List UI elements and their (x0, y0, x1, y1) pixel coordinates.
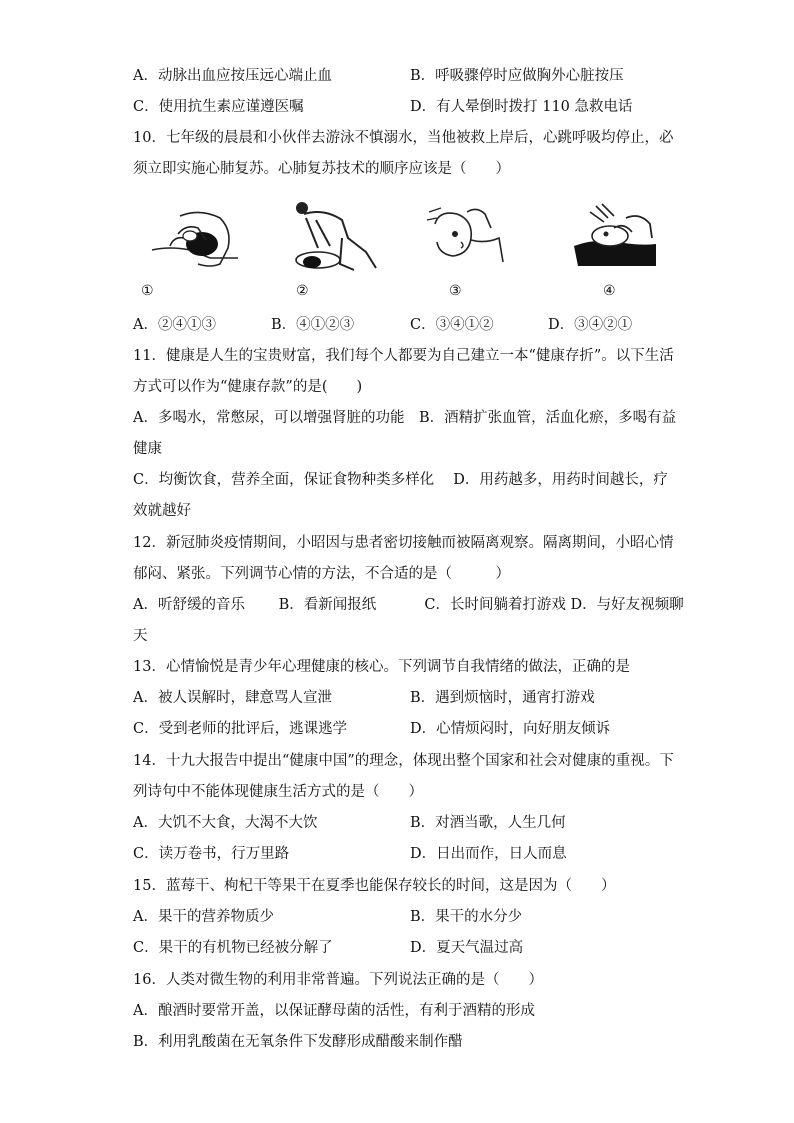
q14-stem-line1: 14．十九大报告中提出“健康中国”的理念，体现出整个国家和社会对健康的重视。下 (133, 753, 674, 769)
q16-stem: 16．人类对微生物的利用非常普遍。下列说法正确的是（ ） (133, 972, 543, 988)
q13-option-d: D．心情烦闷时，向好朋友倾诉 (410, 721, 611, 737)
q10-stem-line1: 10．七年级的晨晨和小伙伴去游泳不慎溺水，当他被救上岸后，心跳呼吸均停止，必 (133, 130, 674, 146)
q10-option-a: A．②④①③ (133, 317, 216, 333)
q11-options-cd: C．均衡饮食，营养全面，保证食物种类多样化 D．用药越多，用药时间越长，疗 (133, 472, 668, 488)
cpr-open-airway-figure (425, 204, 507, 272)
q15-option-b: B．果干的水分少 (410, 909, 523, 925)
q13-option-c: C．受到老师的批评后，逃课逃学 (133, 721, 348, 737)
q16-option-a: A．酿酒时要常开盖，以保证酵母菌的活性，有利于酒精的形成 (133, 1003, 535, 1019)
q12-option-d-cont: 天 (133, 628, 148, 644)
figure-label-4: ④ (603, 283, 616, 299)
q15-option-a: A．果干的营养物质少 (133, 909, 274, 925)
q12-stem-line1: 12．新冠肺炎疫情期间，小昭因与患者密切接触而被隔离观察。隔离期间，小昭心情 (133, 535, 674, 551)
q10-option-c: C．③④①② (410, 317, 494, 333)
q15-option-d: D．夏天气温过高 (410, 940, 524, 956)
q11-option-b-cont: 健康 (133, 441, 162, 457)
figure-label-3: ③ (449, 283, 462, 299)
q10-stem-line2: 须立即实施心肺复苏。心肺复苏技术的顺序应该是（ ） (133, 161, 510, 177)
q14-option-d: D．日出而作，日人而息 (410, 846, 567, 862)
q13-option-b: B．遇到烦恼时，通宵打游戏 (410, 690, 595, 706)
cpr-head-tilt-figure (570, 202, 662, 272)
q13-option-a: A．被人误解时，肆意骂人宣泄 (133, 690, 332, 706)
q10-option-d: D．③④②① (548, 317, 633, 333)
q14-option-b: B．对酒当歌，人生几何 (410, 815, 566, 831)
q9-option-a: A．动脉出血应按压远心端止血 (133, 68, 332, 84)
q11-options-ab: A．多喝水，常憋尿，可以增强肾脏的功能 B．酒精扩张血管，活血化瘀，多喝有益 (133, 410, 677, 426)
q14-option-c: C．读万卷书，行万里路 (133, 846, 290, 862)
q9-option-c: C．使用抗生素应谨遵医嘱 (133, 99, 304, 115)
q11-stem-line2: 方式可以作为“健康存款”的是( ) (133, 379, 363, 395)
q9-option-d: D．有人晕倒时拨打 110 急救电话 (410, 99, 633, 115)
q14-stem-line2: 列诗句中不能体现健康生活方式的是（ ） (133, 784, 423, 800)
figure-label-1: ① (141, 283, 154, 299)
q15-stem: 15．蓝莓干、枸杞干等果干在夏季也能保存较长的时间，这是因为（ ） (133, 878, 616, 894)
q13-stem: 13．心情愉悦是青少年心理健康的核心。下列调节自我情绪的做法，正确的是 (133, 659, 630, 675)
q15-option-c: C．果干的有机物已经被分解了 (133, 940, 333, 956)
q9-option-b: B．呼吸骤停时应做胸外心脏按压 (410, 68, 624, 84)
q11-option-d-cont: 效就越好 (133, 503, 191, 519)
cpr-chest-compression-figure (290, 190, 390, 276)
cpr-rescue-breathing-figure (150, 206, 242, 272)
cpr-figures (0, 190, 794, 310)
q11-stem-line1: 11．健康是人生的宝贵财富，我们每个人都要为自己建立一本“健康存折”。以下生活 (133, 348, 674, 364)
q10-option-b: B．④①②③ (271, 317, 355, 333)
q12-options: A．听舒缓的音乐 B．看新闻报纸 C．长时间躺着打游戏 D．与好友视频聊 (133, 597, 684, 613)
q16-option-b: B．利用乳酸菌在无氧条件下发酵形成醋酸来制作醋 (133, 1034, 463, 1050)
figure-label-2: ② (296, 283, 309, 299)
q12-stem-line2: 郁闷、紧张。下列调节心情的方法，不合适的是（ ） (133, 566, 510, 582)
q14-option-a: A．大饥不大食，大渴不大饮 (133, 815, 318, 831)
